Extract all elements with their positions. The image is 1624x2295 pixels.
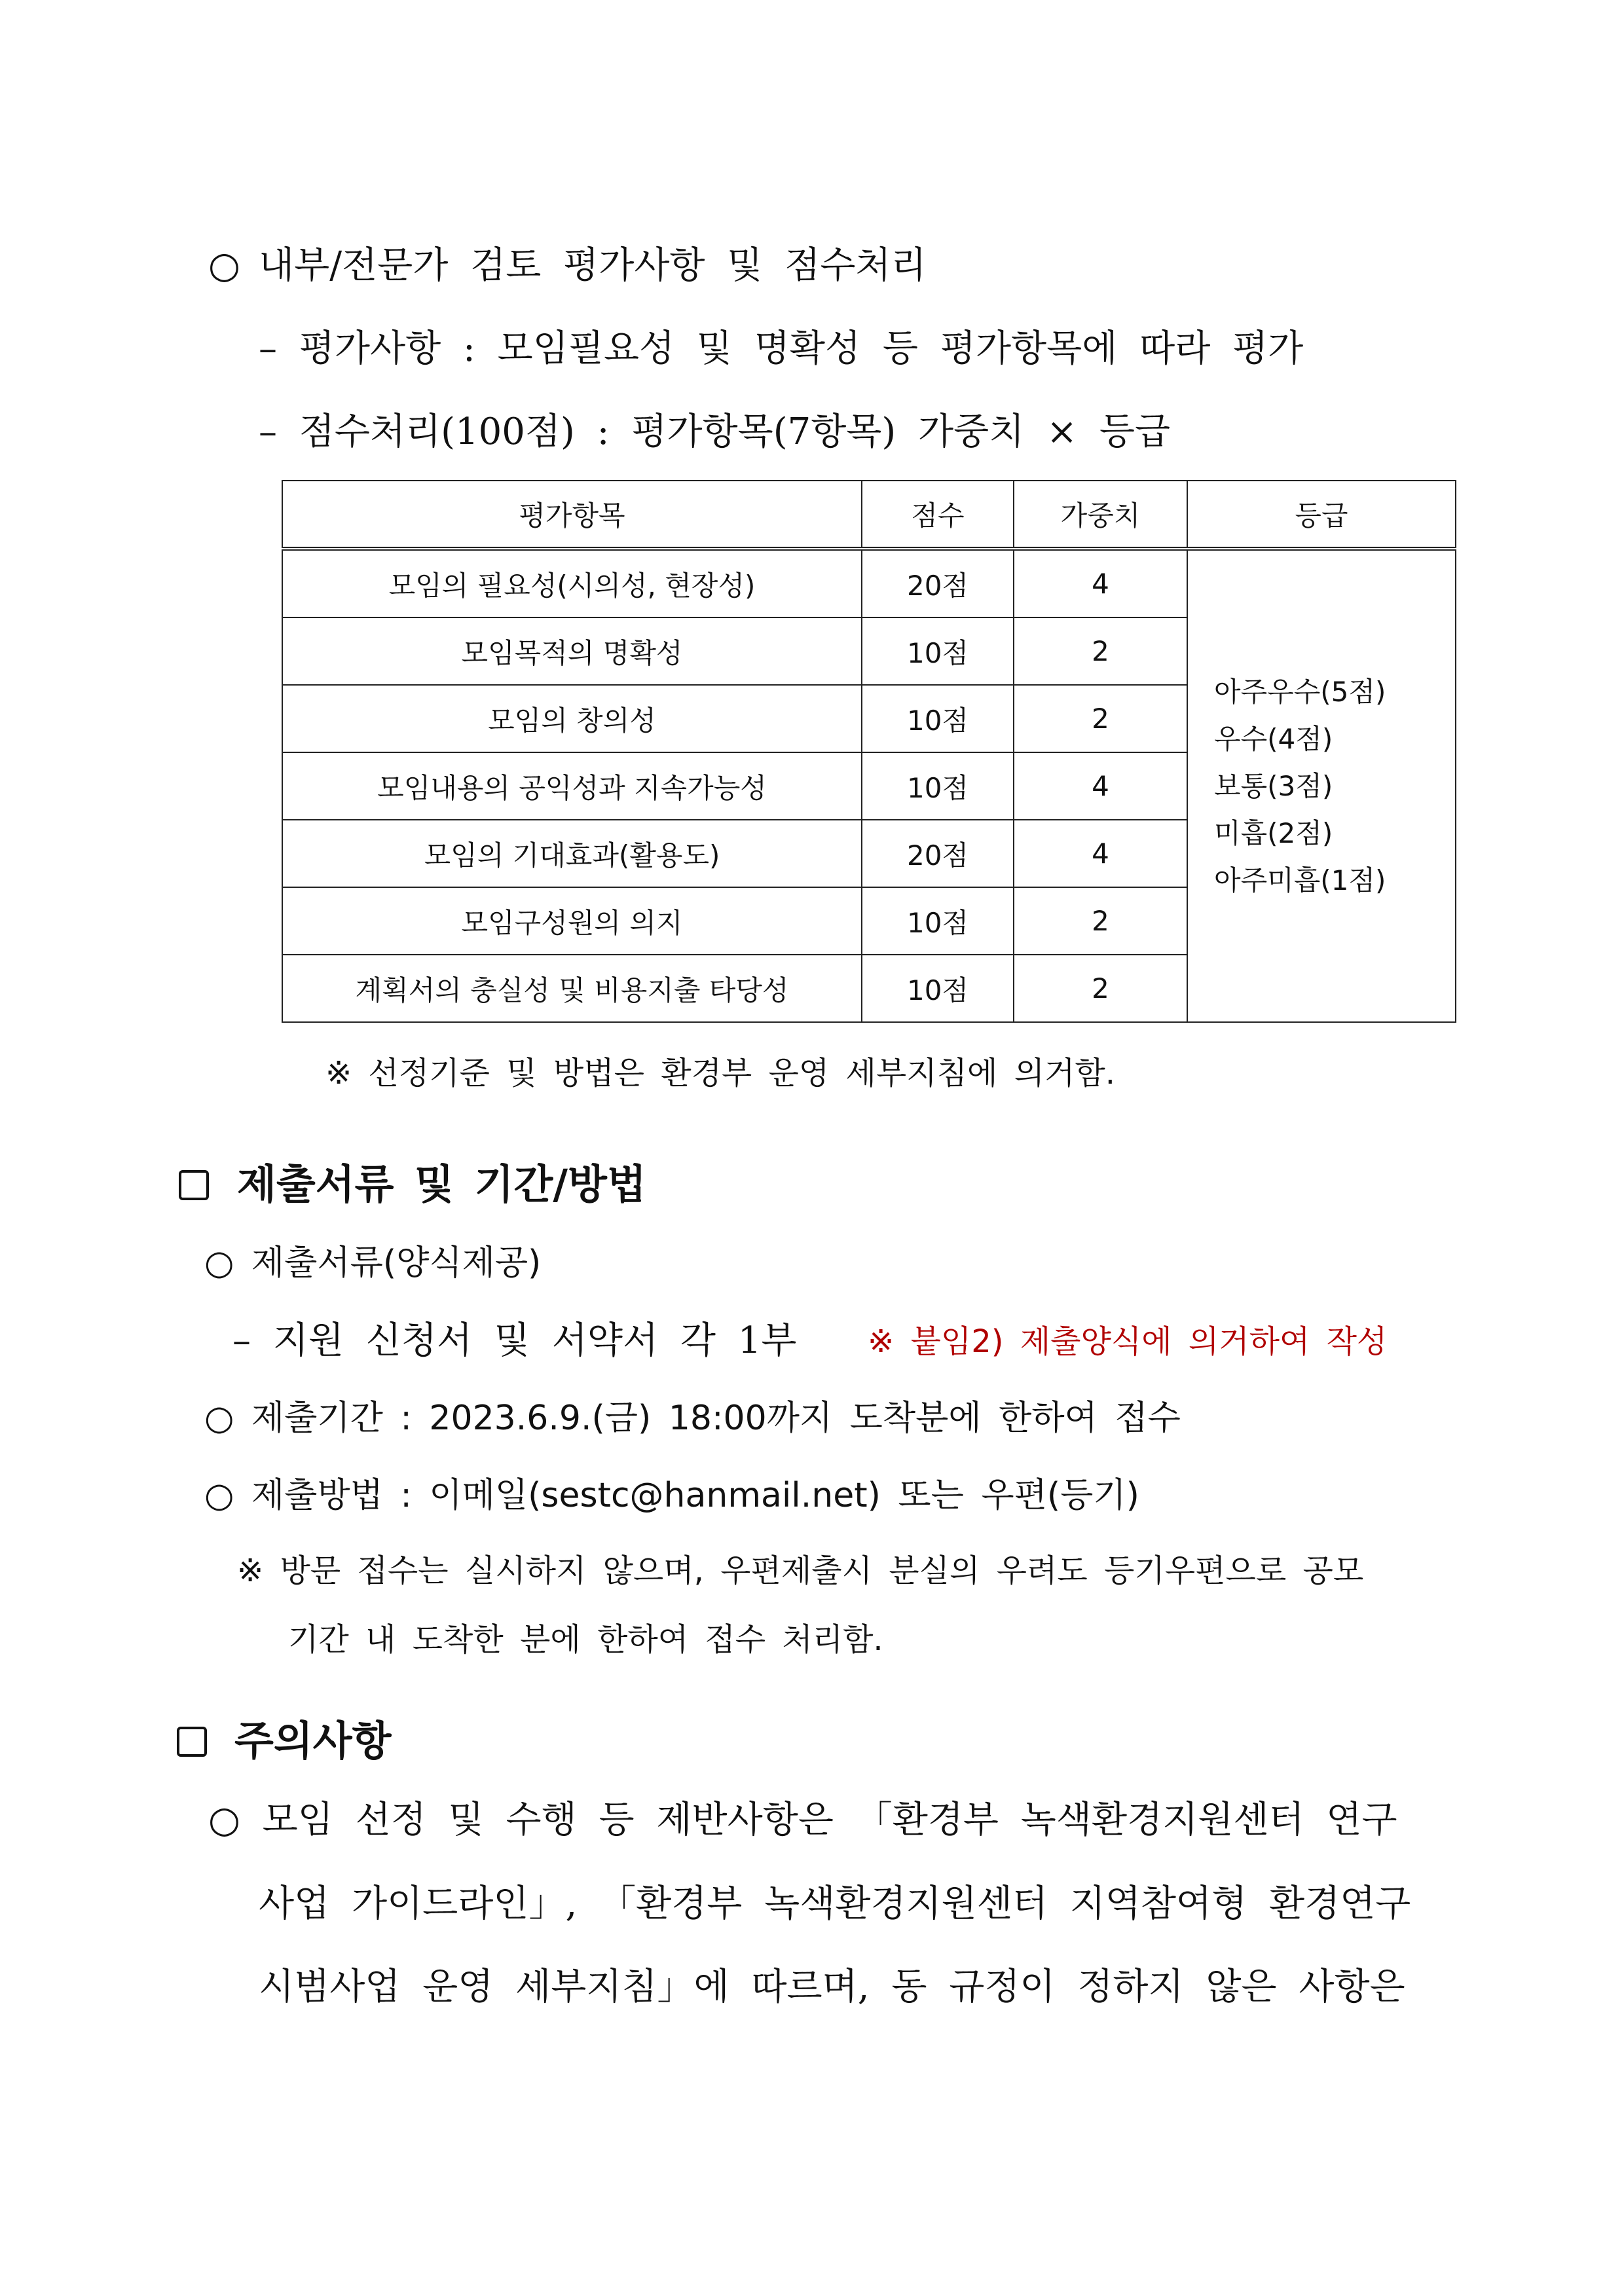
table-header-row — [282, 481, 1456, 549]
submission-docs-label: ○ 제출서류(양식제공) — [204, 1243, 542, 1283]
checkbox-icon — [177, 1727, 207, 1757]
selection-note: ※ 선정기준 및 방법은 환경부 운영 세부지침에 의거함. — [325, 1055, 1116, 1092]
grade-very-poor: 아주미흡(1점) — [1214, 864, 1386, 896]
cell-item: 모임의 필요성(시의성, 현장성) — [282, 549, 862, 617]
header-grade: 등급 — [1187, 481, 1456, 549]
cell-item: 모임의 기대효과(활용도) — [282, 820, 862, 887]
header-weight: 가중치 — [1014, 481, 1187, 549]
caution-line3: 시범사업 운영 세부지침」에 따르며, 동 규정이 정하지 않은 사항은 — [259, 1966, 1405, 2008]
cell-weight: 2 — [1014, 617, 1187, 685]
caution-heading: 주의사항 — [234, 1717, 392, 1765]
cell-weight: 2 — [1014, 887, 1187, 955]
review-title: 내부/전문가 검토 평가사항 및 점수처리 — [259, 244, 927, 287]
caution-line2: 사업 가이드라인」, 「환경부 녹색환경지원센터 지역참여형 환경연구 — [259, 1882, 1411, 1925]
review-scoring-line: – 점수처리(100점) : 평가항목(7항목) 가중치 × 등급 — [259, 411, 1171, 453]
grade-poor: 미흡(2점) — [1214, 817, 1333, 849]
bullet-icon: ○ — [208, 244, 240, 287]
cell-weight: 2 — [1014, 685, 1187, 752]
cell-score: 20점 — [862, 549, 1014, 617]
caution-line1: ○ 모임 선정 및 수행 등 제반사항은 「환경부 녹색환경지원센터 연구 — [208, 1799, 1397, 1841]
header-score: 점수 — [862, 481, 1014, 549]
cell-item: 모임구성원의 의지 — [282, 887, 862, 955]
cell-score: 10점 — [862, 617, 1014, 685]
cell-weight: 4 — [1014, 820, 1187, 887]
cell-score: 10점 — [862, 752, 1014, 820]
submission-note-line1: ※ 방문 접수는 실시하지 않으며, 우편제출시 분실의 우려도 등기우편으로 공모 — [237, 1552, 1364, 1589]
cell-item: 모임내용의 공익성과 지속가능성 — [282, 752, 862, 820]
cell-score: 10점 — [862, 887, 1014, 955]
cell-item: 계획서의 충실성 및 비용지출 타당성 — [282, 955, 862, 1022]
review-criteria-line: – 평가사항 : 모임필요성 및 명확성 등 평가항목에 따라 평가 — [259, 327, 1304, 370]
table-row — [282, 549, 1456, 617]
submission-method: ○ 제출방법 : 이메일(sestc@hanmail.net) 또는 우편(등기) — [204, 1476, 1139, 1515]
cell-score: 10점 — [862, 685, 1014, 752]
cell-score: 10점 — [862, 955, 1014, 1022]
cell-grades — [1187, 549, 1456, 1022]
submission-heading: 제출서류 및 기간/방법 — [237, 1160, 646, 1208]
cell-weight: 2 — [1014, 955, 1187, 1022]
cell-weight: 4 — [1014, 549, 1187, 617]
header-item: 평가항목 — [282, 481, 862, 549]
submission-docs-detail: – 지원 신청서 및 서약서 각 1부 — [232, 1319, 797, 1362]
grade-good: 우수(4점) — [1214, 722, 1333, 755]
cell-item: 모임의 창의성 — [282, 685, 862, 752]
cell-score: 20점 — [862, 820, 1014, 887]
cell-weight: 4 — [1014, 752, 1187, 820]
evaluation-table — [282, 480, 1456, 1023]
review-bullet — [208, 244, 240, 287]
grade-average: 보통(3점) — [1214, 769, 1333, 802]
submission-docs-note: ※ 붙임2) 제출양식에 의거하여 작성 — [868, 1323, 1388, 1360]
submission-note-line2: 기간 내 도착한 분에 한하여 접수 처리함. — [288, 1621, 883, 1658]
cell-item: 모임목적의 명확성 — [282, 617, 862, 685]
checkbox-icon — [179, 1170, 209, 1200]
grade-excellent: 아주우수(5점) — [1214, 675, 1386, 708]
submission-period: ○ 제출기간 : 2023.6.9.(금) 18:00까지 도착분에 한하여 접수 — [204, 1399, 1181, 1438]
